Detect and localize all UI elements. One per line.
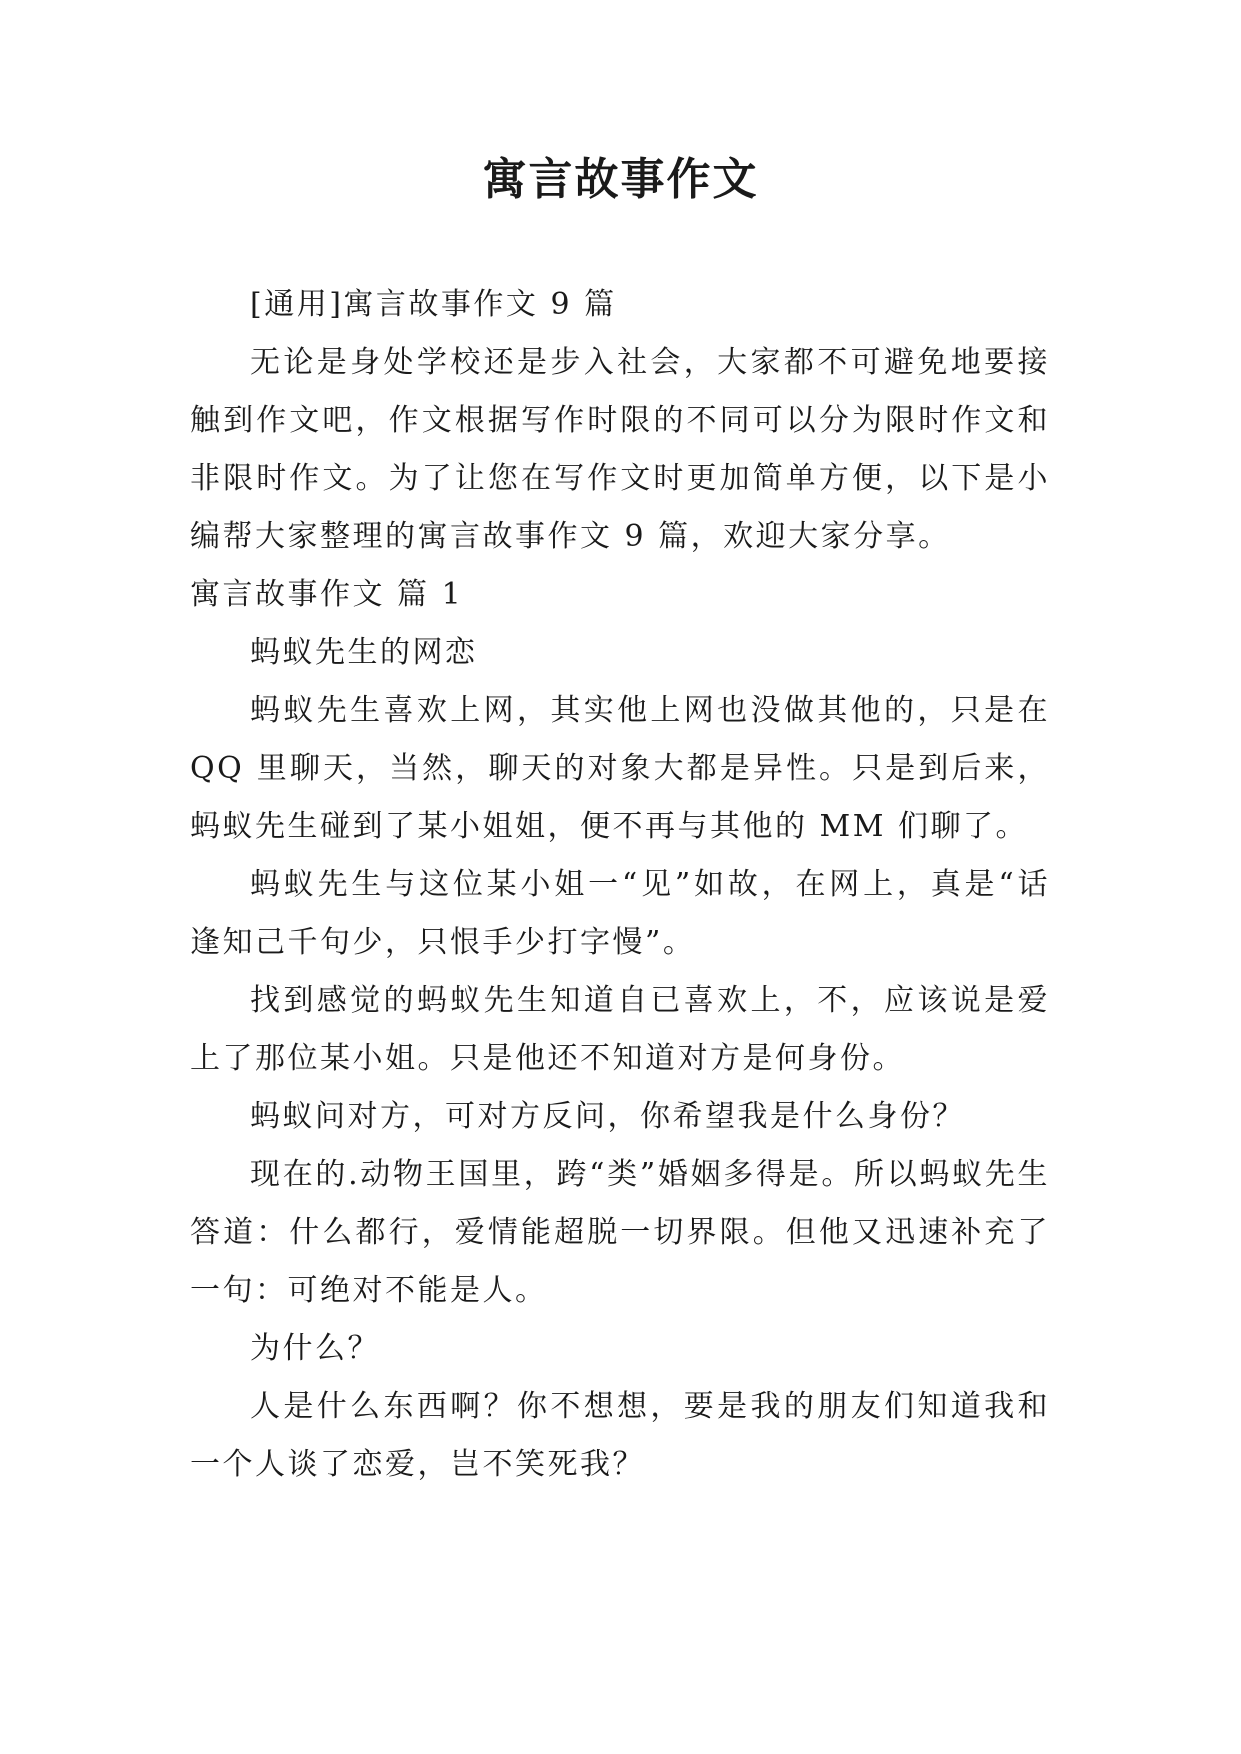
section-heading: 寓言故事作文 篇 1 (190, 577, 464, 612)
story-paragraph: 找到感觉的蚂蚁先生知道自已喜欢上，不，应该说是爱上了那位某小姐。只是他还不知道对方是何身份。 (190, 983, 1050, 1076)
story-paragraph: 为什么？ (250, 1331, 380, 1366)
story-paragraph: 蚂蚁问对方，可对方反问，你希望我是什么身份？ (250, 1099, 965, 1134)
story-paragraph: 蚂蚁先生喜欢上网，其实他上网也没做其他的，只是在 QQ 里聊天，当然，聊天的对象大都是异性。只是到后来，蚂蚁先生碰到了某小姐姐，便不再与其他的 MM 们聊了。 (190, 693, 1050, 844)
story-paragraph: 蚂蚁先生与这位某小姐一“见”如故，在网上，真是“话逢知己千句少，只恨手少打字慢”。 (190, 867, 1050, 960)
story-paragraph: 人是什么东西啊？你不想想，要是我的朋友们知道我和一个人谈了恋爱，岂不笑死我？ (190, 1389, 1050, 1482)
document-body (190, 276, 1050, 1494)
document-subtitle: [通用]寓言故事作文 9 篇 (250, 287, 617, 322)
story-paragraph: 现在的.动物王国里，跨“类”婚姻多得是。所以蚂蚁先生答道：什么都行，爱情能超脱一切界限。但他又迅速补充了一句：可绝对不能是人。 (190, 1157, 1050, 1308)
document-title: 寓言故事作文 (482, 154, 759, 205)
story-title: 蚂蚁先生的网恋 (250, 635, 478, 670)
intro-paragraph: 无论是身处学校还是步入社会，大家都不可避免地要接触到作文吧，作文根据写作时限的不同可以分为限时作文和非限时作文。为了让您在写作文时更加简单方便，以下是小编帮大家整理的寓言故事作文 9 篇，欢迎大家分享。 (190, 345, 1050, 554)
